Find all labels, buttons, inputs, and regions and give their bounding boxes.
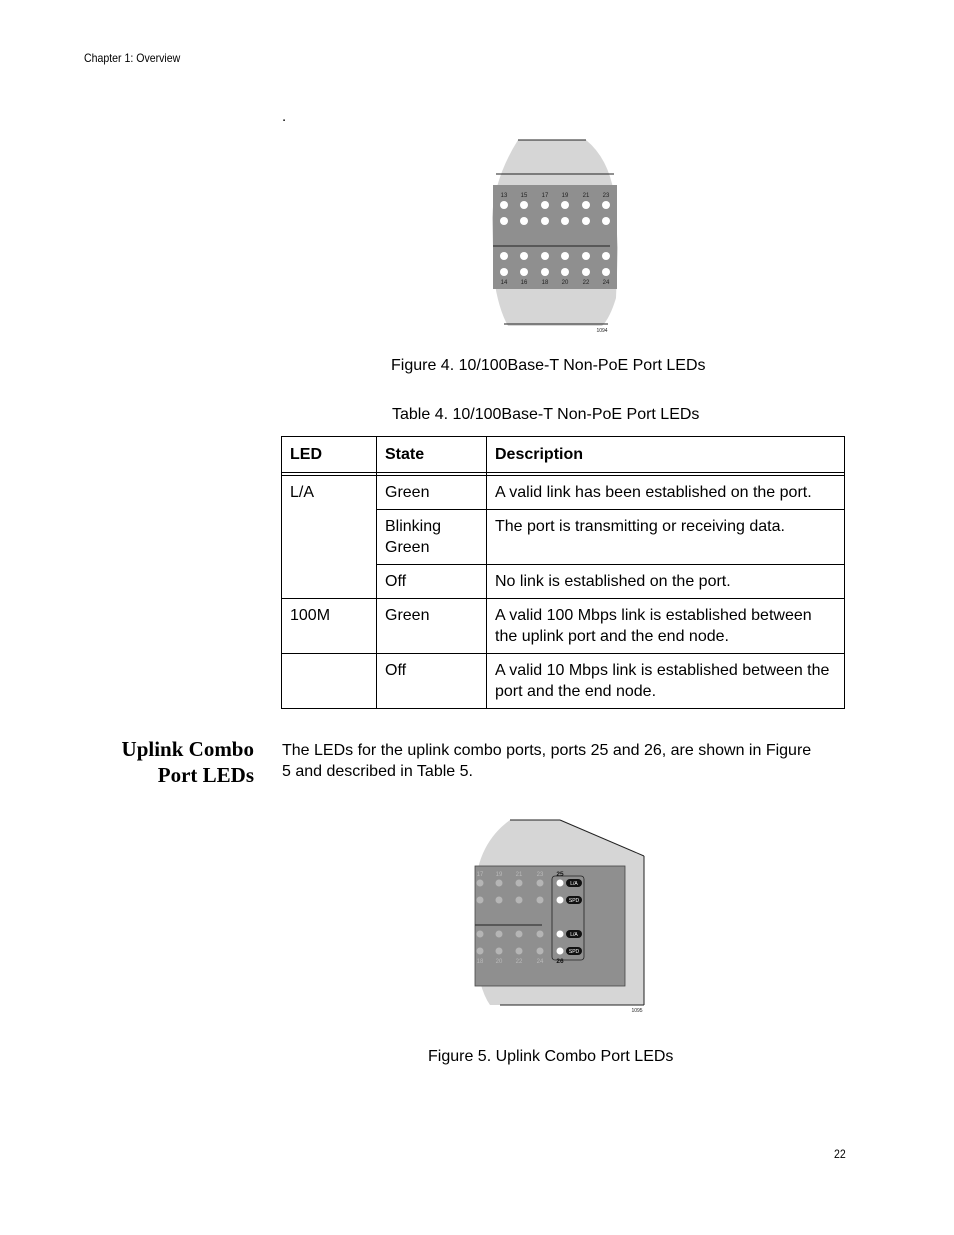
fig5-port-label: 17 (476, 872, 484, 878)
fig4-led (500, 217, 508, 225)
fig5-led (477, 948, 484, 955)
description-cell: A valid 10 Mbps link is established between the port and the end node. (487, 654, 845, 709)
state-cell: Blinking Green (377, 510, 487, 565)
figure-4-illustration (490, 138, 620, 338)
fig4-led (520, 252, 528, 260)
fig5-led (496, 931, 503, 938)
state-cell: Green (377, 599, 487, 654)
table-row (282, 599, 845, 654)
fig5-led (477, 897, 484, 904)
fig4-port-label: 19 (561, 193, 569, 199)
fig4-led (582, 268, 590, 276)
fig4-led (541, 217, 549, 225)
description-cell: The port is transmitting or receiving data. (487, 510, 845, 565)
table-header-row (282, 437, 845, 473)
state-cell: Green (377, 476, 487, 510)
fig5-led (537, 897, 544, 904)
fig5-art-id: 1095 (631, 1008, 643, 1014)
table-row (282, 510, 845, 565)
led-cell (282, 654, 377, 709)
fig5-led (516, 897, 523, 904)
fig5-port-label: 22 (515, 959, 523, 965)
fig4-port-label: 14 (500, 280, 508, 286)
fig4-led (520, 217, 528, 225)
fig4-led (520, 201, 528, 209)
fig4-port-label: 16 (520, 280, 528, 286)
running-header: Chapter 1: Overview (84, 51, 181, 65)
column-header: State (377, 437, 487, 473)
fig4-led (520, 268, 528, 276)
fig4-led (602, 217, 610, 225)
section-body-text: The LEDs for the uplink combo ports, ports 25 and 26, are shown in Figure 5 and described in Table 5. (282, 742, 812, 780)
led-cell: L/A (282, 476, 377, 510)
fig4-led (541, 268, 549, 276)
column-header: LED (282, 437, 377, 473)
fig5-led (477, 880, 484, 887)
fig5-port-label: 23 (536, 872, 544, 878)
fig5-led (537, 948, 544, 955)
fig4-led (500, 201, 508, 209)
fig4-port-label: 24 (602, 280, 610, 286)
section-heading-line: Uplink Combo (121, 737, 254, 761)
table-row (282, 654, 845, 709)
fig4-led (561, 217, 569, 225)
led-cell (282, 565, 377, 599)
fig4-port-label: 13 (500, 193, 508, 199)
fig5-led (516, 880, 523, 887)
table-row (282, 565, 845, 599)
fig4-art-id: 1094 (596, 328, 608, 334)
fig4-port-label: 21 (582, 193, 590, 199)
section-heading-line: Port LEDs (157, 763, 254, 787)
led-label-la-26: L/A (570, 932, 578, 938)
fig4-led (602, 268, 610, 276)
uplink-port-25-label: 25 (556, 871, 564, 878)
led-table (281, 436, 845, 709)
fig4-port-label: 22 (582, 280, 590, 286)
fig5-led (516, 931, 523, 938)
description-cell: No link is established on the port. (487, 565, 845, 599)
column-header: Description (487, 437, 845, 473)
fig4-led (602, 252, 610, 260)
state-cell: Off (377, 565, 487, 599)
led-label-spd-26: SPD (568, 949, 580, 955)
fig4-led (561, 201, 569, 209)
fig4-led (500, 268, 508, 276)
fig4-led (561, 268, 569, 276)
table-4-caption: Table 4. 10/100Base-T Non-PoE Port LEDs (392, 406, 700, 423)
fig4-port-label: 20 (561, 280, 569, 286)
page-number: 22 (834, 1147, 846, 1161)
description-cell: A valid link has been established on the port. (487, 476, 845, 510)
fig4-led (582, 252, 590, 260)
figure-4-caption: Figure 4. 10/100Base-T Non-PoE Port LEDs (391, 357, 706, 374)
fig5-led (496, 948, 503, 955)
uplink-port-26-label: 26 (556, 958, 564, 965)
led-label-spd-25: SPD (568, 898, 580, 904)
fig4-led (561, 252, 569, 260)
fig4-led (541, 252, 549, 260)
description-cell: A valid 100 Mbps link is established between the uplink port and the end node. (487, 599, 845, 654)
fig4-led (541, 201, 549, 209)
fig5-led (496, 897, 503, 904)
fig4-led (500, 252, 508, 260)
fig5-led (496, 880, 503, 887)
fig5-led (537, 931, 544, 938)
fig4-led (582, 201, 590, 209)
stray-period: . (282, 108, 287, 125)
fig4-led (582, 217, 590, 225)
figure-5-illustration (470, 818, 650, 1016)
led-label-la-25: L/A (570, 881, 578, 887)
fig5-led (477, 931, 484, 938)
fig5-port-label: 18 (476, 959, 484, 965)
fig5-led (516, 948, 523, 955)
fig4-port-label: 15 (520, 193, 528, 199)
fig5-port-label: 19 (495, 872, 503, 878)
fig4-port-label: 18 (541, 280, 549, 286)
fig4-port-label: 17 (541, 193, 549, 199)
table-row (282, 476, 845, 510)
fig5-port-label: 24 (536, 959, 544, 965)
section-heading (54, 736, 254, 788)
fig5-port-label: 21 (515, 872, 523, 878)
fig5-led (537, 880, 544, 887)
state-cell: Off (377, 654, 487, 709)
led-cell (282, 510, 377, 565)
fig4-led (602, 201, 610, 209)
figure-5-caption: Figure 5. Uplink Combo Port LEDs (428, 1048, 674, 1065)
fig5-port-label: 20 (495, 959, 503, 965)
led-cell: 100M (282, 599, 377, 654)
fig4-port-label: 23 (602, 193, 610, 199)
